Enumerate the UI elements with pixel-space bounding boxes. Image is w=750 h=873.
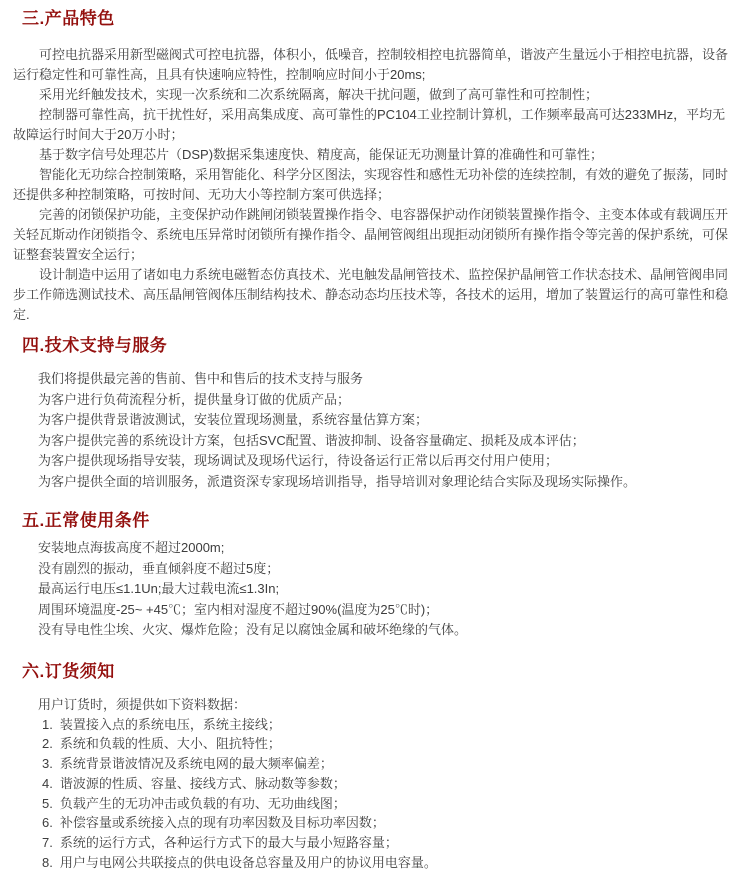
paragraph: 控制器可靠性高，抗干扰性好，采用高集成度、高可靠性的PC104工业控制计算机，工作频率最高可达233MHz，平均无故障运行时间大于20万小时； (13, 107, 726, 142)
condition-line: 最高运行电压≤1.1Un;最大过载电流≤1.3In; (38, 581, 280, 596)
order-item-text: 装置接入点的系统电压，系统主接线； (59, 716, 281, 732)
paragraph: 可控电抗器采用新型磁阀式可控电抗器，体积小，低噪音，控制较相控电抗器简单，谐波产生量远小于相控电抗器，设备运行稳定性和可靠性高，且具有快速响应特性，控制响应时间小于20ms; (13, 47, 729, 82)
paragraph: 智能化无功综合控制策略，采用智能化、科学分区图法，实现容性和感性无功补偿的连续控制，有效的避免了振荡，同时还提供多种控制策略，可按时间、无功大小等控制方案可供选择； (13, 167, 729, 202)
order-item (13, 774, 736, 794)
support-line: 我们将提供最完善的售前、售中和售后的技术支持与服务 (38, 371, 364, 386)
order-item-text: 负载产生的无功冲击或负载的有功、无功曲线图； (59, 795, 346, 811)
paragraph: 完善的闭锁保护功能，主变保护动作跳闸闭锁装置操作指令、电容器保护动作闭锁装置操作指令、主变本体或有载调压开关轻瓦斯动作闭锁指令、系统电压异常时闭锁所有操作指令、晶闸管阀组出现拒动闭锁所有操作指令等完善的保护系统，可保证整套装置安全运行； (13, 207, 729, 262)
order-intro: 用户订货时，须提供如下资料数据： (38, 696, 247, 712)
order-item-number: 4. (42, 775, 53, 791)
order-item-number: 7. (42, 835, 53, 851)
order-item-number: 3. (42, 756, 53, 772)
condition-line: 没有导电性尘埃、火灾、爆炸危险；没有足以腐蚀金属和破坏绝缘的气体。 (38, 622, 468, 637)
order-item-number: 5. (42, 795, 53, 811)
order-item-number: 8. (42, 855, 53, 871)
support-line: 为客户进行负荷流程分析，提供量身订做的优质产品； (38, 391, 351, 407)
order-item (13, 833, 736, 853)
condition-line: 安装地点海拔高度不超过2000m; (38, 540, 225, 555)
order-item-text: 补偿容量或系统接入点的现有功率因数及目标功率因数； (59, 815, 385, 831)
paragraph: 设计制造中运用了诸如电力系统电磁暂态仿真技术、光电触发晶闸管技术、监控保护晶闸管工作状态技术、晶闸管阀串同步工作筛选测试技术、高压晶闸管阀体压制结构技术、静态动态均压技术等，各技术的运用，增加了装置运行的高可靠性和稳定. (13, 267, 729, 322)
order-item-number: 6. (42, 815, 53, 831)
section-ordering-notes (13, 661, 736, 873)
section-normal-use-conditions (13, 510, 736, 641)
order-item (13, 754, 736, 774)
order-item (13, 813, 736, 833)
order-item (13, 734, 736, 754)
paragraph: 采用光纤触发技术，实现一次系统和二次系统隔离，解决干扰问题，做到了高可靠性和可控制性； (39, 87, 599, 102)
order-item (13, 853, 736, 873)
order-item-text: 系统的运行方式，各种运行方式下的最大与最小短路容量； (59, 835, 398, 851)
section-title-product-features: 三.产品特色 (22, 9, 115, 28)
order-item-number: 1. (42, 716, 53, 732)
support-line: 为客户提供现场指导安装，现场调试及现场代运行，待设备运行正常以后再交付用户使用； (38, 453, 559, 468)
order-item-number: 2. (42, 736, 53, 752)
section-title-normal-use-conditions: 五.正常使用条件 (22, 511, 150, 530)
section-title-technical-support: 四.技术支持与服务 (22, 336, 168, 355)
order-item-text: 用户与电网公共联接点的供电设备总容量及用户的协议用电容量。 (59, 855, 437, 871)
condition-line: 周围环境温度-25~ +45℃；室内相对湿度不超过90%(温度为25℃时)； (38, 601, 439, 617)
order-item (13, 715, 736, 735)
support-line: 为客户提供全面的培训服务，派遣资深专家现场培训指导，指导培训对象理论结合实际及现场实际操作。 (38, 473, 637, 489)
support-line: 为客户提供背景谐波测试，安装位置现场测量，系统容量估算方案； (38, 412, 429, 427)
section-technical-support (13, 335, 736, 492)
order-item-text: 系统和负载的性质、大小、阻抗特性； (59, 736, 281, 752)
order-item-text: 谐波源的性质、容量、接线方式、脉动数等参数； (59, 775, 346, 791)
order-item-text: 系统背景谐波情况及系统电网的最大频率偏差； (59, 756, 333, 772)
support-line: 为客户提供完善的系统设计方案，包括SVC配置、谐波抑制、设备容量确定、损耗及成本评估； (38, 432, 585, 448)
condition-line: 没有剧烈的振动，垂直倾斜度不超过5度； (38, 560, 280, 576)
paragraph: 基于数字信号处理芯片（DSP)数据采集速度快、精度高，能保证无功测量计算的准确性和可靠性； (39, 147, 604, 162)
order-item (13, 794, 736, 814)
section-product-features (13, 8, 736, 325)
section-title-ordering-notes: 六.订货须知 (22, 661, 115, 681)
